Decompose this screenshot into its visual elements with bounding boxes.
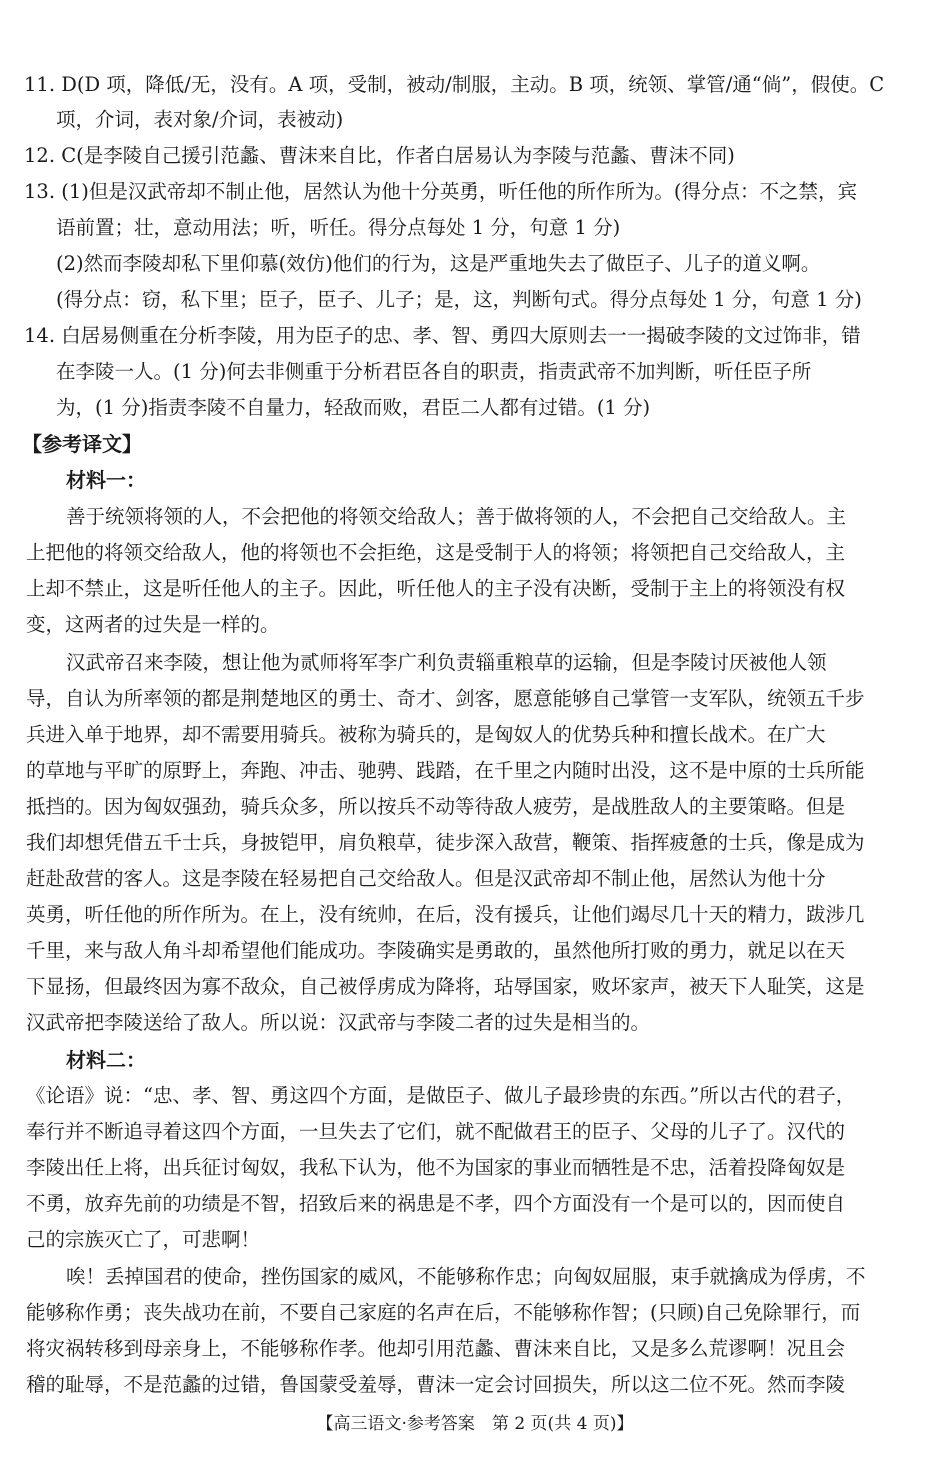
material-1-line: 上把他的将领交给敌人，他的将领也不会拒绝，这是受制于人的将领；将领把自己交给敌人，主 <box>26 541 846 564</box>
material-1-line: 善于统领将领的人，不会把他的将领交给敌人；善于做将领的人，不会把自己交给敌人。主 <box>66 505 847 528</box>
answer-13-line-3: (2)然而李陵却私下里仰慕(效仿)他们的行为，这是严重地失去了做臣子、儿子的道义啊。 <box>56 252 821 275</box>
material-1-line: 赶赴敌营的客人。这是李陵在轻易把自己交给敌人。但是汉武帝却不制止他，居然认为他十分 <box>26 867 826 890</box>
translation-heading: 【参考译文】 <box>22 432 142 456</box>
material-1-line: 导，自认为所率领的都是荆楚地区的勇士、奇才、剑客，愿意能够自己掌管一支军队，统领五千步 <box>26 687 865 710</box>
material-2-line: 李陵出任上将，出兵征讨匈奴，我私下认为，他不为国家的事业而牺牲是不忠，活着投降匈奴是 <box>26 1156 846 1179</box>
answer-13-line-2: 语前置；壮，意动用法；听，听任。得分点每处 1 分，句意 1 分) <box>56 216 621 239</box>
material-1-line: 的草地与平旷的原野上，奔跑、冲击、驰骋、践踏，在千里之内随时出没，这不是中原的士兵所能 <box>26 759 865 782</box>
material-2-line: 能够称作勇；丧失战功在前，不要自己家庭的名声在后，不能够称作智；(只顾)自己免除罪行，而 <box>26 1301 861 1324</box>
answer-14-line-2: 在李陵一人。(1 分)何去非侧重于分析君臣各自的职责，指责武帝不加判断，听任臣子所 <box>56 360 812 383</box>
material-1-line: 变，这两者的过失是一样的。 <box>26 613 280 636</box>
material-1-line: 千里，来与敌人角斗却希望他们能成功。李陵确实是勇敢的，虽然他所打败的勇力，就足以在天 <box>26 939 846 962</box>
material-2-line: 《论语》说：“忠、孝、智、勇这四个方面，是做臣子、做儿子最珍贵的东西。”所以古代的君子， <box>26 1084 856 1107</box>
answer-13-line-4: (得分点：窃，私下里；臣子，臣子、儿子；是，这，判断句式。得分点每处 1 分，句意 1 分) <box>56 288 862 311</box>
answer-11-line-1: 11. D(D 项，降低/无，没有。A 项，受制，被动/制服，主动。B 项，统领、掌管/通“倘”，假使。C <box>24 73 885 96</box>
material-1-line: 抵挡的。因为匈奴强劲，骑兵众多，所以按兵不动等待敌人疲劳，是战胜敌人的主要策略。但是 <box>26 795 846 818</box>
answer-14-line-3: 为，(1 分)指责李陵不自量力，轻敌而败，君臣二人都有过错。(1 分) <box>56 396 651 419</box>
material-1-title: 材料一： <box>66 468 146 492</box>
material-2-line: 奉行并不断追寻着这四个方面，一旦失去了它们，就不配做君王的臣子、父母的儿子了。汉代的 <box>26 1120 846 1143</box>
material-1-line: 上却不禁止，这是听任他人的主子。因此，听任他人的主子没有决断，受制于主上的将领没有权 <box>26 577 846 600</box>
material-1-line: 汉武帝把李陵送给了敌人。所以说：汉武帝与李陵二者的过失是相当的。 <box>26 1011 651 1034</box>
material-2-line: 唉！丢掉国君的使命，挫伤国家的威风，不能够称作忠；向匈奴屈服，束手就擒成为俘虏，不 <box>66 1265 866 1288</box>
material-2-line: 稽的耻辱，不是范蠡的过错，鲁国蒙受羞辱，曹沫一定会讨回损失，所以这二位不死。然而李陵 <box>26 1373 846 1396</box>
page-footer: 【高三语文·参考答案 第 2 页(共 4 页)】 <box>316 1414 634 1434</box>
material-1-line: 我们却想凭借五千士兵，身披铠甲，肩负粮草，徒步深入敌营，鞭策、指挥疲惫的士兵，像是成为 <box>26 831 865 854</box>
answer-13-line-1: 13. (1)但是汉武帝却不制止他，居然认为他十分英勇，听任他的所作所为。(得分点：不之禁，宾 <box>24 180 857 203</box>
material-2-title: 材料二： <box>66 1048 146 1072</box>
material-1-line: 汉武帝召来李陵，想让他为贰师将军李广利负责辎重粮草的运输，但是李陵讨厌被他人领 <box>66 651 827 674</box>
material-1-line: 兵进入单于地界，却不需要用骑兵。被称为骑兵的，是匈奴人的优势兵种和擅长战术。在广大 <box>26 723 826 746</box>
answer-14-line-1: 14. 白居易侧重在分析李陵，用为臣子的忠、孝、智、勇四大原则去一一揭破李陵的文过饰非，错 <box>24 324 861 347</box>
answer-11-line-2: 项，介词，表对象/介词，表被动) <box>56 108 344 131</box>
material-2-line: 将灾祸转移到母亲身上，不能够称作孝。他却引用范蠡、曹沫来自比，又是多么荒谬啊！况且会 <box>26 1337 846 1360</box>
material-2-line: 不勇，放弃先前的功绩是不智，招致后来的祸患是不孝，四个方面没有一个是可以的，因而使自 <box>26 1192 846 1215</box>
material-1-line: 英勇，听任他的所作所为。在上，没有统帅，在后，没有援兵，让他们竭尽几十天的精力，跋涉几 <box>26 903 865 926</box>
material-1-line: 下显扬，但最终因为寡不敌众，自己被俘虏成为降将，玷辱国家，败坏家声，被天下人耻笑，这是 <box>26 975 865 998</box>
answer-12-line-1: 12. C(是李陵自己援引范蠡、曹沫来自比，作者白居易认为李陵与范蠡、曹沫不同) <box>24 144 735 167</box>
material-2-line: 己的宗族灭亡了，可悲啊！ <box>26 1228 261 1251</box>
